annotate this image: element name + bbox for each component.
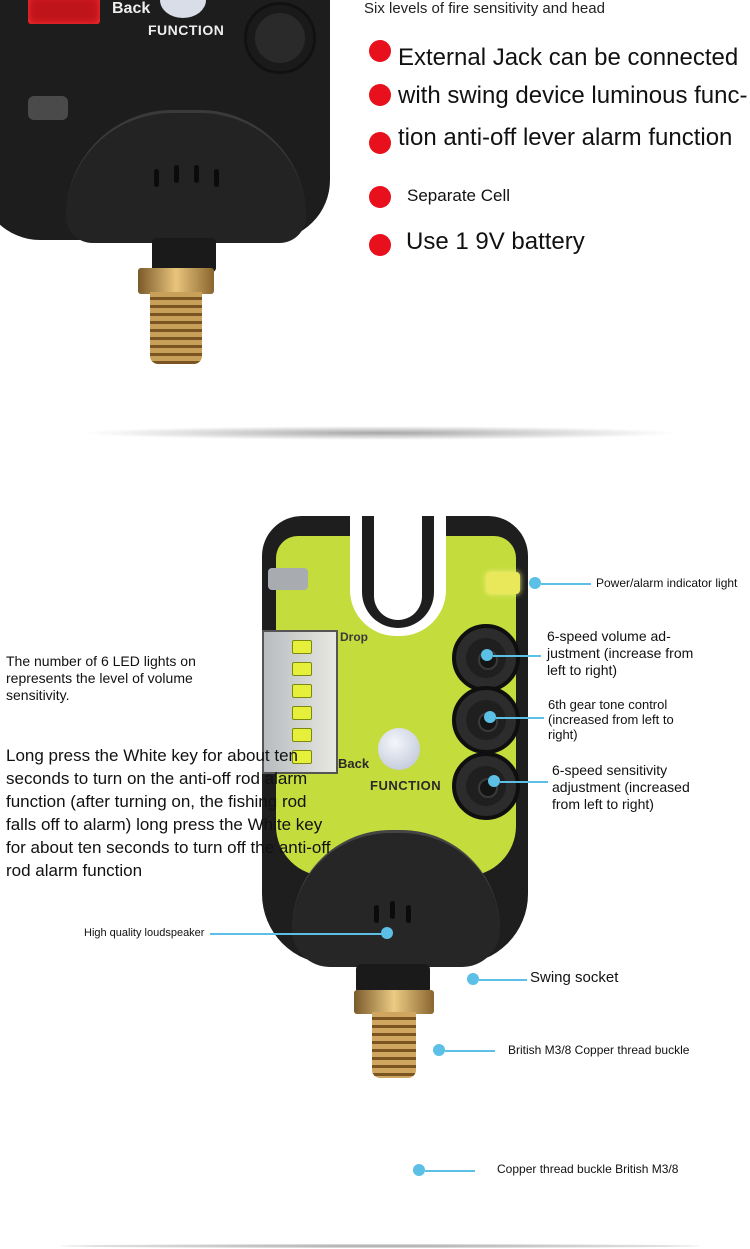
led-cell — [292, 728, 312, 742]
bottom-divider-shadow — [60, 1244, 700, 1248]
callout-line — [493, 655, 541, 657]
callout-dot — [433, 1044, 445, 1056]
label-sensitivity: 6-speed sensitivity adjustment (increased from left to right) — [552, 762, 690, 812]
copper-thread — [372, 1012, 416, 1078]
feature-line-4: Separate Cell — [407, 186, 511, 205]
bullet-dot — [369, 234, 391, 256]
led-cell — [292, 684, 312, 698]
power-indicator-led — [486, 572, 520, 594]
label-thread-buckle: British M3/8 Copper thread buckle — [508, 1043, 690, 1057]
top-stem-collar — [138, 268, 214, 294]
top-function-label: FUNCTION — [148, 22, 225, 38]
back-label: Back — [338, 756, 370, 771]
label-volume: 6-speed volume ad-justment (increase from left to right) — [547, 628, 694, 678]
feature-line-3: tion anti-off lever alarm function — [398, 124, 733, 151]
callout-line — [210, 933, 382, 935]
label-power-light: Power/alarm indicator light — [596, 576, 738, 590]
callout-dot — [529, 577, 541, 589]
callout-dot — [488, 775, 500, 787]
side-led — [268, 568, 308, 590]
bullet-dot — [369, 132, 391, 154]
top-stem — [152, 238, 216, 272]
callout-dot — [484, 711, 496, 723]
callout-dot — [381, 927, 393, 939]
sensitivity-knob — [452, 752, 520, 820]
top-knob — [244, 2, 316, 74]
top-thread — [150, 292, 202, 364]
feature-line-5: Use 1 9V battery — [406, 228, 585, 255]
feature-line-2: with swing device luminous func- — [398, 82, 748, 109]
label-swing-socket: Swing socket — [530, 969, 619, 986]
label-thread-buckle-2: Copper thread buckle British M3/8 — [497, 1162, 679, 1176]
function-label: FUNCTION — [370, 778, 442, 793]
white-function-button — [378, 728, 420, 770]
callout-line — [479, 979, 527, 981]
callout-dot — [481, 649, 493, 661]
label-loudspeaker: High quality loudspeaker — [84, 927, 205, 939]
led-cell — [292, 706, 312, 720]
top-side-led — [28, 96, 68, 120]
top-back-label: Back — [112, 0, 151, 17]
callout-dot — [467, 973, 479, 985]
callout-line — [496, 717, 544, 719]
drop-label: Drop — [340, 630, 368, 644]
callout-line — [445, 1050, 495, 1052]
device-collar — [354, 990, 434, 1014]
label-led-lights: The number of 6 LED lights on represents the level of volume sensitivity. — [6, 653, 196, 703]
callout-dot — [413, 1164, 425, 1176]
section-divider-shadow — [80, 426, 680, 440]
callout-line — [425, 1170, 475, 1172]
bullet-dot — [369, 84, 391, 106]
label-long-press: Long press the White key for about ten seconds to turn on the anti-off rod alarm function (after turning on, the fishing rod falls off to alarm) long press the White key for about ten seconds to turn off the anti-off rod alarm function — [6, 746, 331, 880]
led-cell — [292, 640, 312, 654]
feature-line-1: External Jack can be connected — [398, 44, 739, 71]
red-led-display — [28, 0, 100, 24]
bullet-dot — [369, 186, 391, 208]
label-tone: 6th gear tone control (increased from left to right) — [548, 697, 674, 742]
device-notch-gap — [374, 516, 422, 620]
bullet-dot — [369, 40, 391, 62]
feature-header-line: Six levels of fire sensitivity and head — [364, 0, 605, 17]
callout-line — [541, 583, 591, 585]
callout-line — [500, 781, 548, 783]
led-cell — [292, 662, 312, 676]
